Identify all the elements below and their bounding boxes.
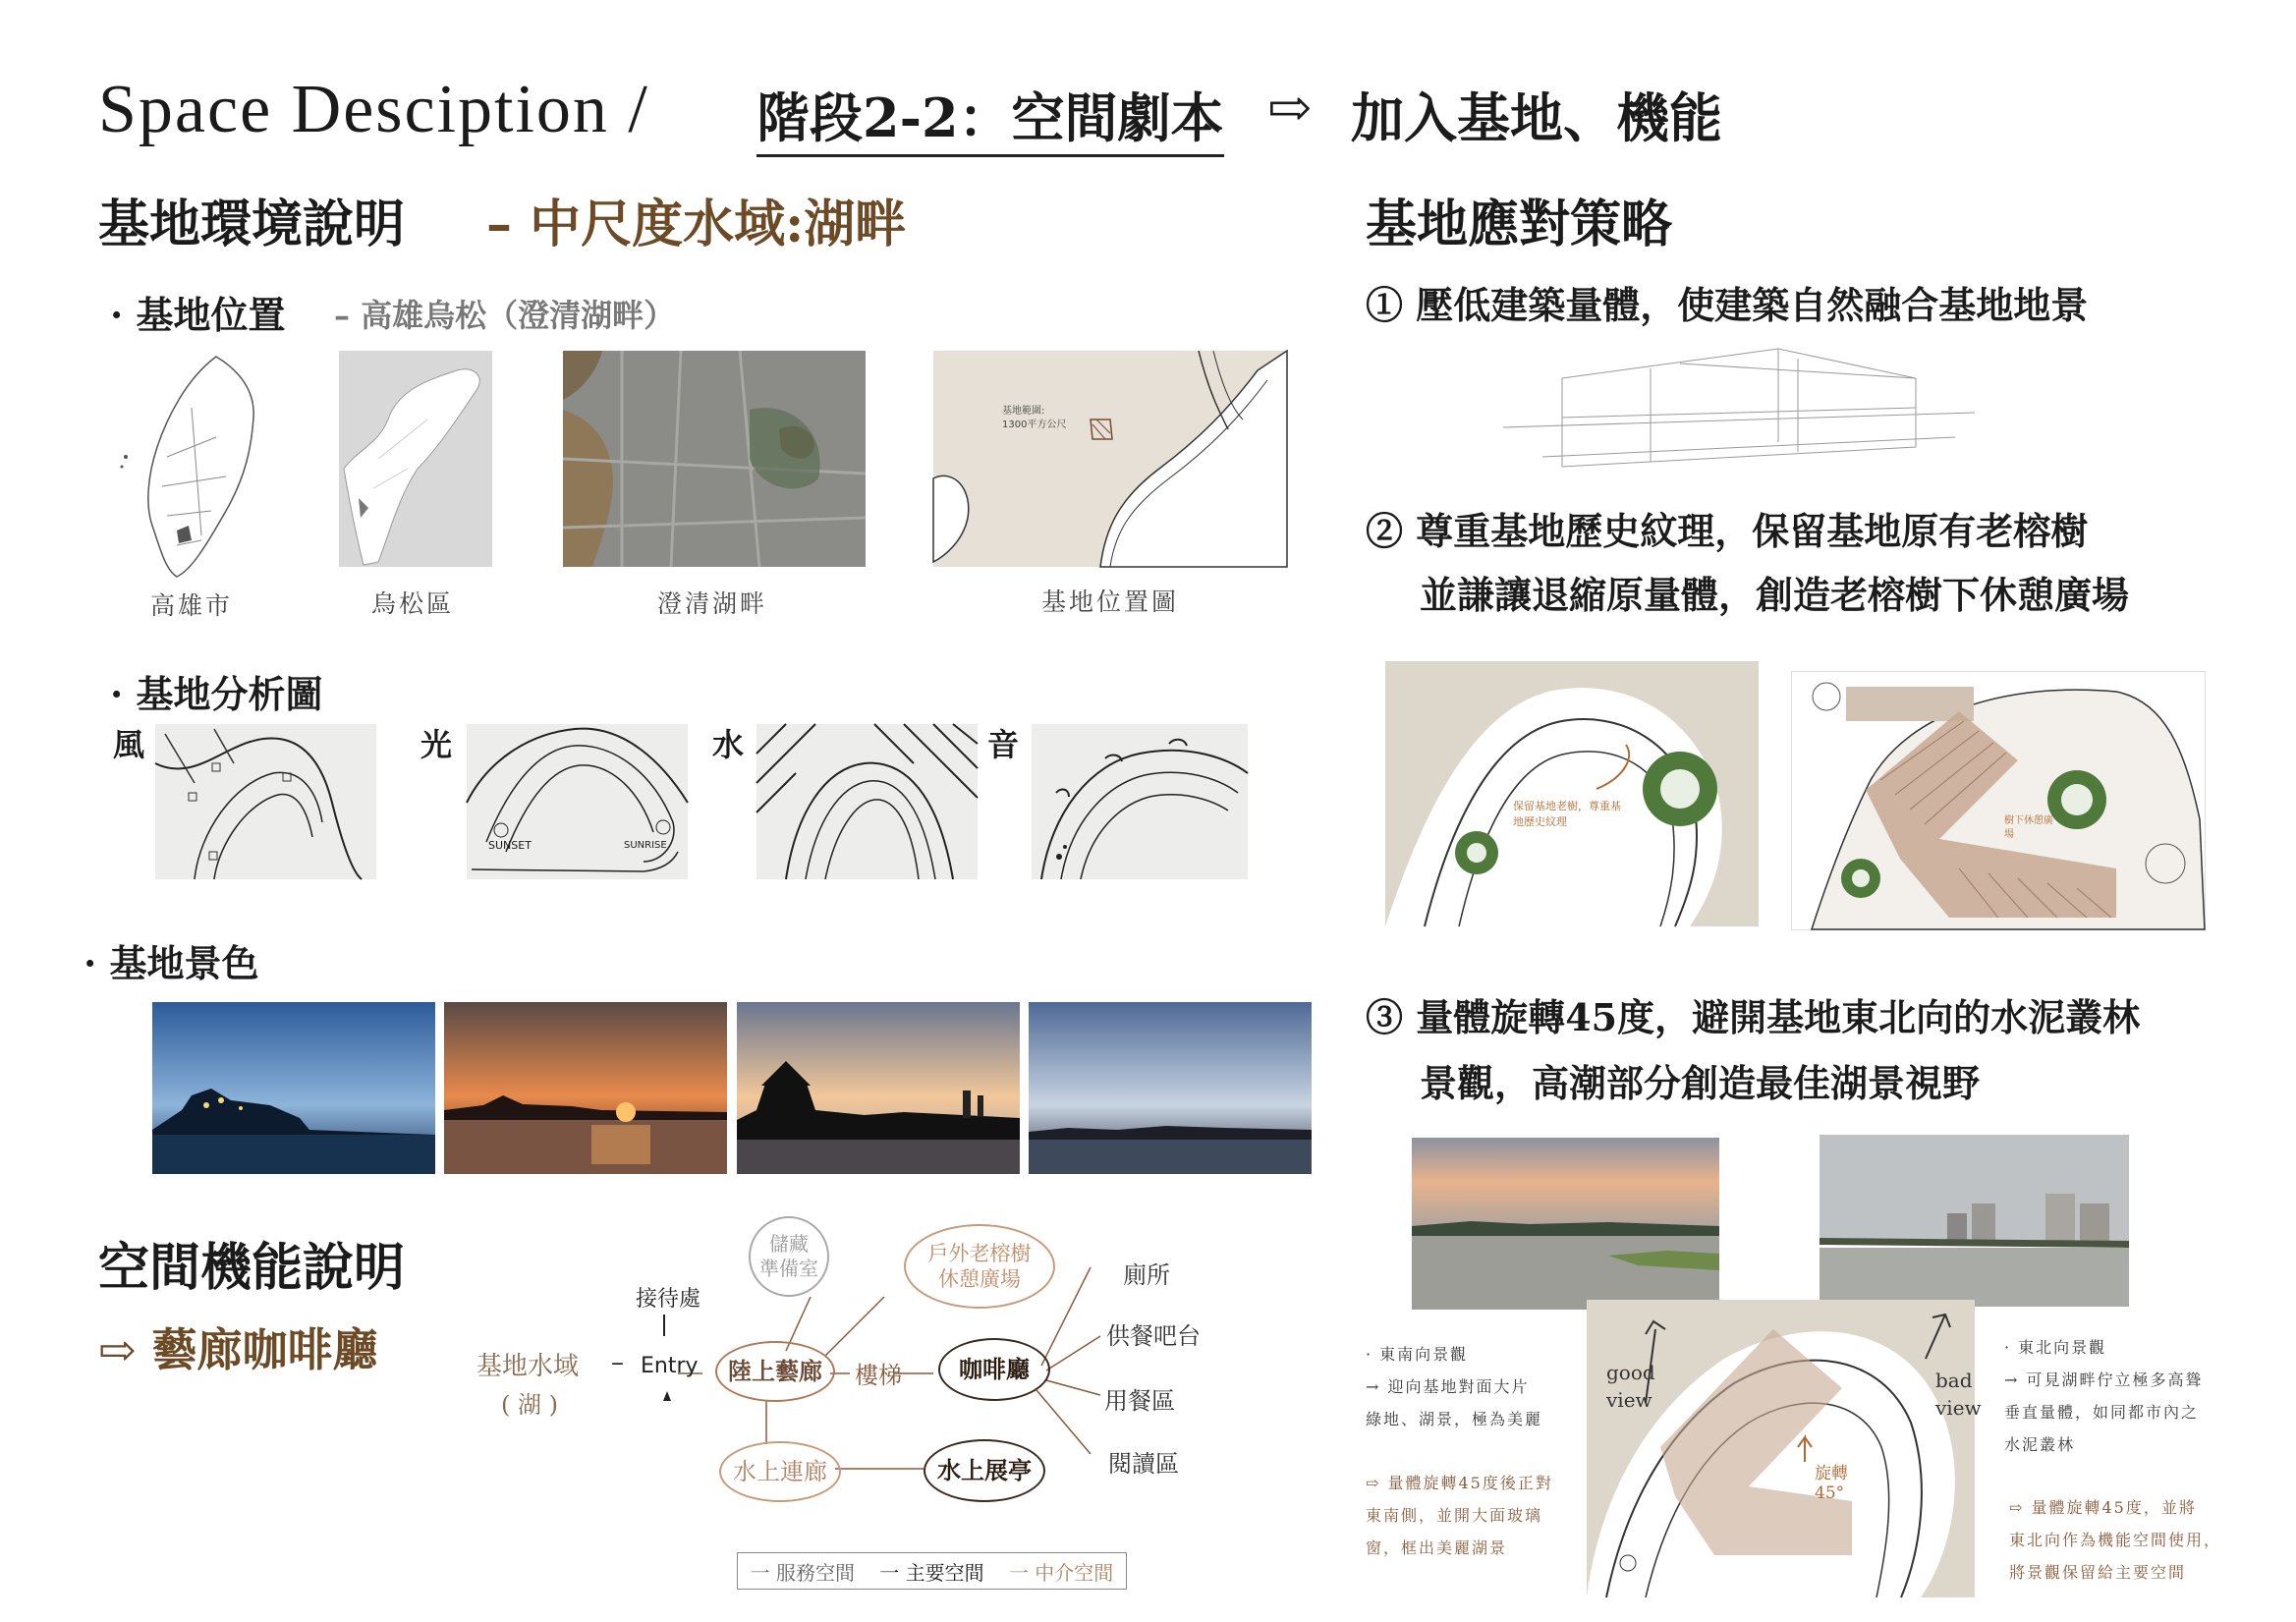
water-analysis-sketch — [756, 724, 978, 879]
se-action-line-3: 窗，框出美麗湖景 — [1366, 1538, 1508, 1557]
legend-main: 一 主要空間 — [879, 1560, 984, 1585]
title-arrow-icon: ⇨ — [1267, 77, 1313, 139]
satellite-photo — [563, 351, 866, 567]
banyan-preservation-sketch — [1385, 661, 1759, 926]
location-label: · 基地位置 — [110, 293, 286, 337]
branch-reading-area: 閱讀區 — [1108, 1450, 1179, 1478]
strategy-3-line2: 景觀，高潮部分創造最佳湖景視野 — [1420, 1061, 1981, 1105]
lake-label: ( 湖 ) — [501, 1391, 558, 1419]
analysis-water-label: 水 — [712, 726, 745, 763]
title-suffix: 加入基地、機能 — [1351, 86, 1722, 149]
branch-dining-area: 用餐區 — [1104, 1387, 1175, 1415]
outdoor-plaza-label: 戶外老榕樹 休憩廣場 — [927, 1241, 1032, 1291]
storage-bubble — [749, 1216, 829, 1297]
branch-service-bar: 供餐吧台 — [1106, 1322, 1201, 1350]
strategy-1: ① 壓低建築量體，使建築自然融合基地地景 — [1366, 283, 2089, 327]
cafe-bubble: 咖啡廳 — [938, 1338, 1050, 1401]
function-subheading: ⇨ 藝廊咖啡廳 — [98, 1323, 378, 1376]
strategy-2-line2: 並謙讓退縮原量體，創造老榕樹下休憩廣場 — [1420, 573, 2130, 617]
site-plan-note-1: 基地範圍: — [1002, 406, 1045, 417]
southeast-action-note — [1366, 1467, 1592, 1564]
strategy-2-line1: ② 尊重基地歷史紋理，保留基地原有老榕樹 — [1366, 509, 2089, 553]
branch-restroom: 廁所 — [1123, 1261, 1170, 1289]
reception-tick — [663, 1314, 665, 1336]
se-view-line-3: 綠地、湖景，極為美麗 — [1366, 1410, 1543, 1428]
northeast-view-photo — [1820, 1135, 2129, 1307]
site-water-label: 基地水域 — [476, 1352, 580, 1381]
reception-label: 接待處 — [636, 1287, 701, 1312]
analysis-light-label: 光 — [420, 726, 453, 763]
site-subheading: – 中尺度水域:湖畔 — [486, 195, 907, 254]
caption-wusong: 烏松區 — [370, 589, 454, 618]
se-action-line-1: ⇨ 量體旋轉45度後正對 — [1366, 1474, 1553, 1492]
wusong-map — [339, 351, 492, 567]
ne-action-line-1: ⇨ 量體旋轉45度，並將 — [2009, 1498, 2197, 1517]
scenery-photo-sunset-orange — [444, 1002, 727, 1174]
good-view-label: good view — [1606, 1361, 1655, 1412]
scenery-photo-dusk-blue — [152, 1002, 435, 1174]
water-pavilion-bubble: 水上展亭 — [924, 1439, 1045, 1502]
legend-service: 一 服務空間 — [750, 1560, 855, 1585]
sunset-label: SUNSET — [488, 839, 532, 852]
storage-label: 儲藏 準備室 — [759, 1232, 818, 1280]
caption-site-location: 基地位置圖 — [1040, 587, 1179, 616]
scenery-label: · 基地景色 — [84, 941, 259, 985]
outdoor-plaza-bubble — [904, 1224, 1055, 1309]
diagram-legend — [737, 1552, 1127, 1590]
location-detail: – 高雄烏松（澄清湖畔） — [334, 297, 676, 334]
plaza-note: 樹下休憩廣場 — [2004, 815, 2053, 840]
ne-view-line-2: → 可見湖畔佇立極多高聳 — [2004, 1370, 2204, 1389]
tree-note: 保留基地老樹，尊重基地歷史紋理 — [1513, 800, 1621, 828]
caption-chengching-lake: 澄清湖畔 — [656, 589, 767, 618]
scenery-photo-lake-skyline — [1029, 1002, 1312, 1174]
southeast-view-note — [1366, 1338, 1592, 1435]
strategy-3-line1: ③ 量體旋轉45度，避開基地東北向的水泥叢林 — [1366, 995, 2141, 1039]
entry-label: Entry — [641, 1354, 699, 1378]
southeast-view-photo — [1412, 1138, 1719, 1310]
rotate-label: 旋轉 45° — [1815, 1464, 1848, 1503]
function-heading: 空間機能說明 — [98, 1238, 406, 1298]
strategy-heading: 基地應對策略 — [1366, 195, 1673, 254]
ne-action-line-3: 將景觀保留給主要空間 — [2009, 1563, 2187, 1582]
northeast-action-note — [2009, 1491, 2289, 1589]
ne-action-line-2: 東北向作為機能空間使用， — [2009, 1531, 2222, 1549]
plaza-plan-sketch — [1791, 671, 2206, 930]
sunrise-label: SUNRISE — [624, 840, 667, 851]
analysis-label: · 基地分析圖 — [110, 672, 323, 716]
ne-view-line-3: 垂直量體，如同都市內之 — [2004, 1403, 2200, 1422]
bad-view-label: bad view — [1935, 1369, 1982, 1420]
dash-1: – — [611, 1348, 624, 1377]
water-corridor-bubble: 水上連廊 — [719, 1441, 841, 1502]
light-analysis-sketch — [467, 724, 688, 879]
site-plan-note-2: 1300平方公尺 — [1002, 419, 1067, 430]
land-gallery-bubble: 陸上藝廊 — [715, 1341, 835, 1402]
scenery-photo-pavilion-silhouette — [737, 1002, 1020, 1174]
site-plan-map — [933, 351, 1287, 567]
taiwan-map — [108, 349, 275, 585]
analysis-sound-label: 音 — [987, 726, 1020, 763]
stairs-label: 樓梯 — [855, 1362, 902, 1389]
site-heading: 基地環境說明 — [98, 195, 406, 254]
se-view-line-1: · 東南向景觀 — [1366, 1345, 1469, 1364]
wind-analysis-sketch — [155, 724, 376, 879]
se-view-line-2: → 迎向基地對面大片 — [1366, 1377, 1530, 1396]
title-stage: 階段2-2：空間劇本 — [756, 77, 1224, 157]
low-massing-sketch — [1503, 339, 1975, 486]
northeast-view-note — [2004, 1331, 2279, 1461]
rotation-plan-sketch — [1587, 1300, 1982, 1597]
caption-kaohsiung: 高雄市 — [149, 591, 233, 620]
sound-analysis-sketch — [1032, 724, 1248, 879]
legend-intermediate: 一 中介空間 — [1008, 1560, 1114, 1585]
title-en: Space Desciption / — [98, 72, 649, 147]
analysis-wind-label: 風 — [113, 726, 145, 763]
ne-view-line-4: 水泥叢林 — [2004, 1435, 2076, 1454]
ne-view-line-1: · 東北向景觀 — [2004, 1338, 2107, 1357]
se-action-line-2: 東南側，並開大面玻璃 — [1366, 1506, 1543, 1525]
